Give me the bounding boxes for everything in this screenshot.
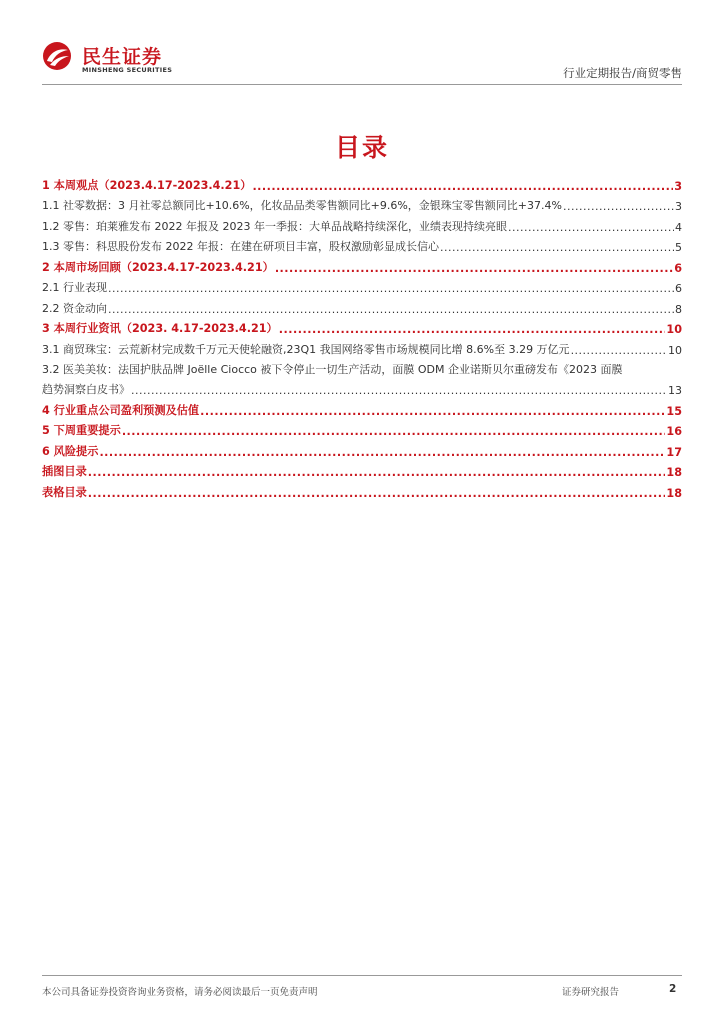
toc-entry-page: 4 [675,220,682,234]
toc-leader [88,486,666,500]
brand-name-en: MINSHENG SECURITIES [82,66,173,74]
toc-entry-text: 2.1 行业表现 [42,281,107,294]
toc-entry[interactable] [42,234,682,255]
toc-entry-text: 3.2 医美美妆：法国护肤品牌 Joëlle Ciocco 被下令停止一切生产活动，面膜 ODM 企业诺斯贝尔重磅发布《2023 面膜 [42,363,623,376]
toc-entry-page: 8 [675,302,682,316]
footer-disclaimer: 本公司具备证券投资咨询业务资格，请务必阅读最后一页免责声明 [42,987,318,998]
toc-entry-continuation[interactable] [42,377,682,397]
toc-leader [508,220,674,234]
toc-entry-page: 6 [675,282,682,295]
toc-entry-page: 3 [675,200,682,213]
toc-entry-page: 6 [674,261,682,275]
report-type: 行业定期报告/商贸零售 [563,66,682,80]
page-number: 2 [669,983,677,995]
toc-entry-page: 10 [668,343,682,357]
toc-leader [131,383,667,397]
toc-entry[interactable] [42,459,682,480]
toc-entry-text: 4 行业重点公司盈利预测及估值 [42,403,200,417]
toc-leader [563,199,674,213]
toc-entry-text: 1.3 零售：科思股份发布 2022 年报：在建在研项目丰富，股权激励彰显成长信心 [42,240,439,253]
toc-title: 目录 [334,133,389,162]
toc-entry-text: 2 本周市场回顾（2023.4.17-2023.4.21） [42,260,274,274]
toc-entry-page: 3 [674,179,682,193]
toc-entry-page: 13 [668,384,682,397]
toc-entry-page: 15 [666,404,682,418]
toc-entry[interactable] [42,397,682,418]
toc-leader [252,179,673,193]
toc-leader [275,261,673,275]
brand-logo [42,40,202,80]
toc-entry-text: 3 本周行业资讯（2023. 4.17-2023.4.21） [42,322,278,335]
toc-leader [571,343,667,357]
toc-entry-text: 3.1 商贸珠宝：云荒新材完成数千万元天使轮融资,23Q1 我国网络零售市场规模同比增 8.6%至 3.29 万亿元 [42,342,570,356]
toc-entry[interactable] [42,479,682,500]
toc-entry-page: 17 [666,445,682,459]
toc-entry[interactable] [42,316,682,337]
toc-entry-text: 插图目录 [42,465,87,478]
footer-divider [42,975,682,976]
toc-entry-page: 18 [666,466,682,479]
toc-entry-page: 18 [666,486,682,500]
toc-leader [122,424,666,438]
toc-entry[interactable] [42,213,682,234]
toc-entry[interactable] [42,336,682,357]
toc-entry[interactable] [42,438,682,459]
toc-entry[interactable] [42,172,682,193]
toc-entry-text: 表格目录 [42,485,87,499]
toc-entry[interactable] [42,357,682,378]
toc-entry-page: 5 [675,241,682,254]
toc-entry-page: 16 [666,425,682,438]
footer-report-label: 证券研究报告 [562,987,620,998]
toc-entry-text: 1.1 社零数据：3 月社零总额同比+10.6%，化妆品品类零售额同比+9.6%，金银珠宝零售额同比+37.4% [42,199,562,212]
toc-leader [99,445,665,459]
toc-entry-text: 1.2 零售：珀莱雅发布 2022 年报及 2023 年一季报：大单品战略持续深化，业绩表现持续亮眼 [42,219,507,233]
toc-entry[interactable] [42,295,682,316]
toc-leader [88,465,666,479]
toc-leader [108,302,674,316]
table-of-contents [42,172,682,500]
toc-entry[interactable] [42,418,682,439]
page-header [42,40,682,84]
toc-entry-text: 1 本周观点（2023.4.17-2023.4.21） [42,178,252,192]
toc-entry-text-cont: 趋势洞察白皮书》 [42,383,130,396]
toc-entry[interactable] [42,193,682,214]
toc-entry[interactable] [42,275,682,296]
toc-entry-text: 2.2 资金动向 [42,301,107,315]
toc-entry-text: 6 风险提示 [42,444,99,458]
toc-leader [440,240,674,254]
toc-entry[interactable] [42,254,682,275]
toc-leader [200,404,665,418]
brand-name-cn: 民生证券 [82,46,163,68]
toc-leader [279,322,666,336]
minsheng-logo-icon [42,41,72,71]
header-divider [42,84,682,85]
toc-entry-text: 5 下周重要提示 [42,424,121,437]
toc-leader [108,281,674,295]
toc-entry-page: 10 [666,323,682,336]
